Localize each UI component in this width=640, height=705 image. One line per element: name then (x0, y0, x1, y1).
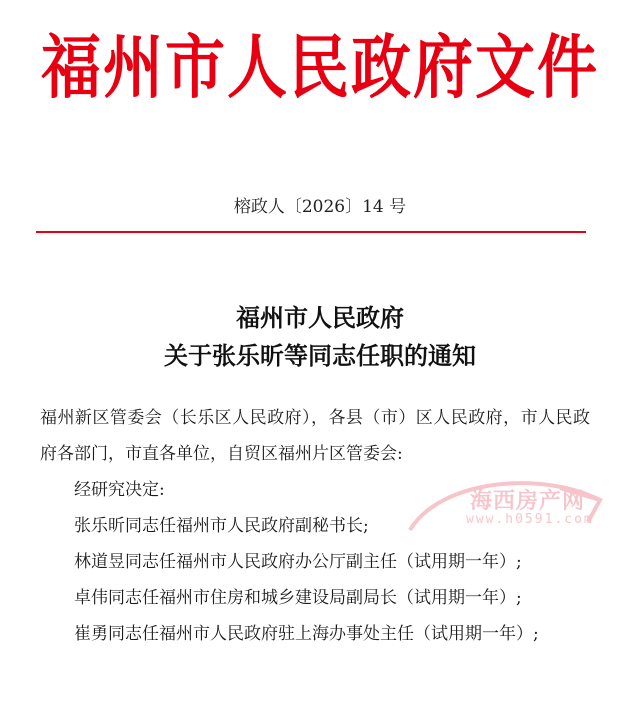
notice-body (40, 400, 590, 652)
appointment-item: 林道昱同志任福州市人民政府办公厅副主任（试用期一年）; (74, 552, 522, 572)
red-divider-line (36, 231, 586, 233)
appointment-item: 崔勇同志任福州市人民政府驻上海办事处主任（试用期一年）; (74, 624, 539, 644)
document-number: 榕政人〔2026〕14 号 (233, 197, 407, 217)
masthead-title: 福州市人民政府文件 (41, 27, 599, 109)
appointment-item: 卓伟同志任福州市住房和城乡建设局副局长（试用期一年）; (74, 588, 522, 608)
decision-intro: 经研究决定: (74, 480, 165, 500)
appointment-item: 张乐昕同志任福州市人民政府副秘书长; (74, 516, 369, 536)
notice-title-subject: 关于张乐昕等同志任职的通知 (164, 341, 476, 370)
watermark-url: www.h0591.com (466, 512, 594, 527)
watermark-title: 海西房产网 (470, 489, 586, 514)
notice-title-issuer: 福州市人民政府 (236, 303, 404, 332)
addressee-paragraph: 福州新区管委会（长乐区人民政府），各县（市）区人民政府，市人民政府各部门，市直各单位，自贸区福州片区管委会: (40, 408, 590, 464)
